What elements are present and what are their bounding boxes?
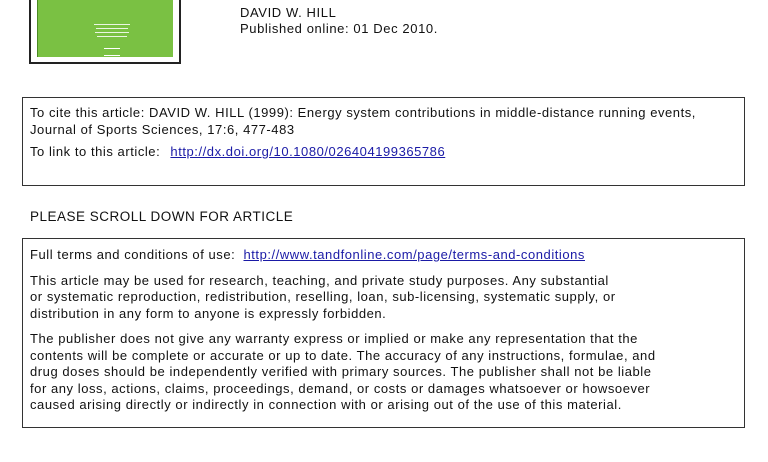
citation-line-1: To cite this article: DAVID W. HILL (1999): Energy system contributions in middle-distance running events, [30, 105, 696, 120]
scroll-down-notice: PLEASE SCROLL DOWN FOR ARTICLE [30, 209, 294, 224]
disclaimer-line: caused arising directly or indirectly in connection with or arising out of the use of this material. [30, 397, 622, 412]
disclaimer-paragraph [30, 331, 736, 414]
author-name: DAVID W. HILL [240, 5, 337, 20]
cover-green-panel [37, 0, 173, 57]
cover-fine-print [94, 24, 130, 37]
disclaimer-line: for any loss, actions, claims, proceedings, demand, or costs or damages whatsoever or howsoever [30, 380, 651, 396]
journal-cover-thumbnail [29, 0, 181, 64]
doi-link[interactable]: http://dx.doi.org/10.1080/026404199365786 [170, 144, 446, 159]
disclaimer-line: contents will be complete or accurate or up to date. The accuracy of any instructions, formulae, and [30, 347, 656, 363]
disclaimer-line: drug doses should be independently verified with primary sources. The publisher shall not be liable [30, 364, 652, 379]
citation-box [22, 97, 745, 186]
terms-link-row [30, 247, 736, 264]
terms-label: Full terms and conditions of use: [30, 247, 236, 262]
citation-line-2: Journal of Sports Sciences, 17:6, 477-483 [30, 121, 295, 137]
usage-line: distribution in any form to anyone is expressly forbidden. [30, 305, 387, 321]
terms-box [22, 238, 745, 428]
usage-line: or systematic reproduction, redistribution, reselling, loan, sub-licensing, systematic supply, or [30, 289, 616, 304]
publisher-logo-icon [104, 48, 120, 56]
doi-link-row [30, 144, 736, 161]
doi-link-label: To link to this article: [30, 144, 161, 159]
terms-link[interactable]: http://www.tandfonline.com/page/terms-and-conditions [243, 247, 585, 262]
usage-line: This article may be used for research, teaching, and private study purposes. Any substantial [30, 272, 609, 288]
disclaimer-line: The publisher does not give any warranty express or implied or make any representation that the [30, 331, 638, 346]
usage-paragraph [30, 273, 736, 323]
published-date: Published online: 01 Dec 2010. [240, 21, 438, 36]
